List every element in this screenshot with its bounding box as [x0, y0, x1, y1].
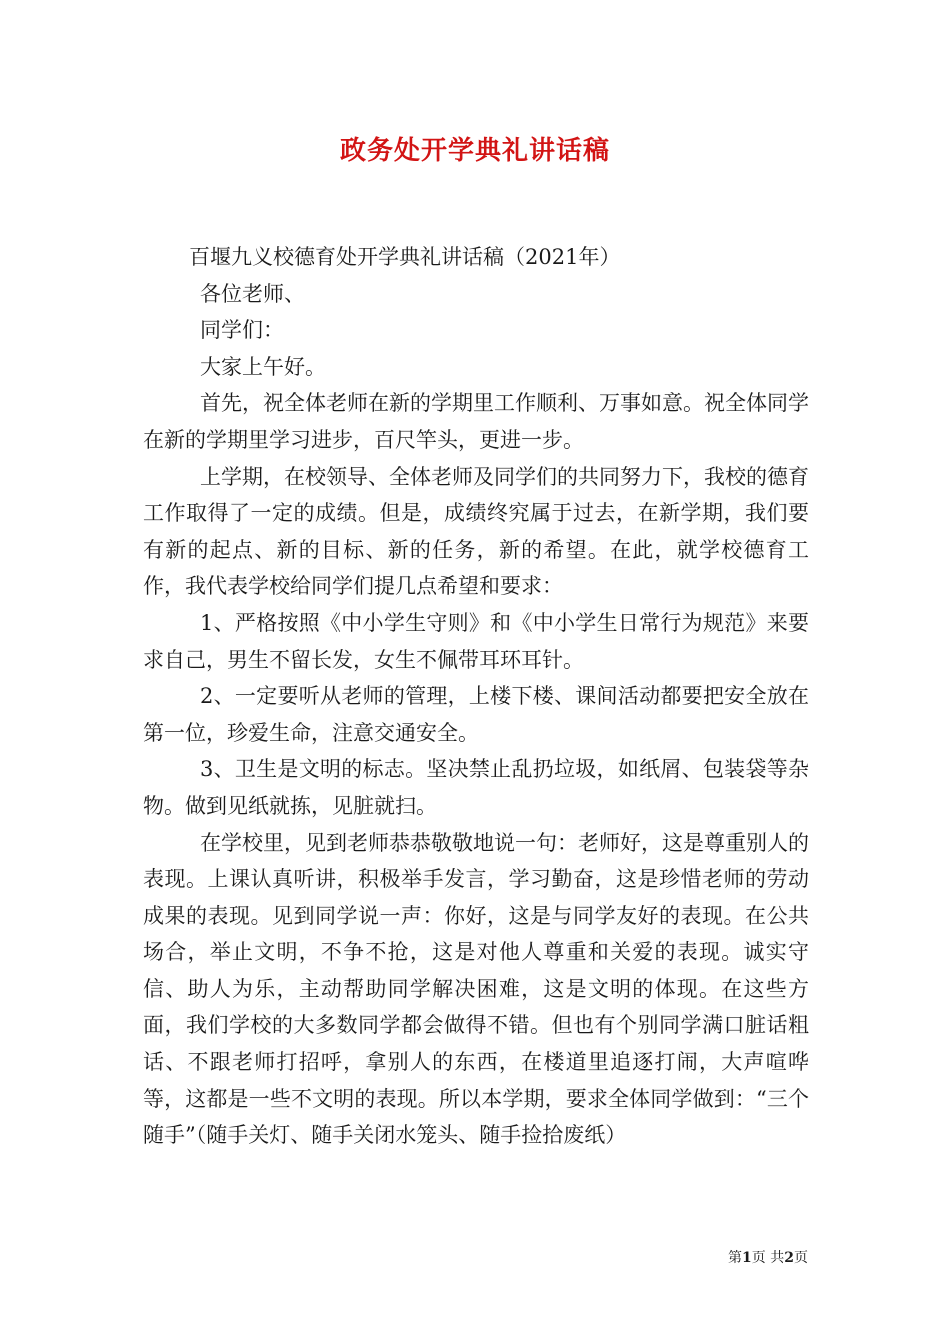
salutation-students: 同学们： [200, 318, 284, 343]
footer-suffix: 页 [794, 1250, 808, 1266]
greeting-paragraph: 大家上午好。 [200, 354, 326, 379]
civility-paragraph: 在学校里，见到老师恭恭敬敬地说一句：老师好，这是尊重别人的表现。上课认真听讲，积极举手发言，学习勤奋，这是珍惜老师的劳动成果的表现。见到同学说一声：你好，这是与同学友好的表现。在公共场合，举止文明，不争不抢，这是对他人尊重和关爱的表现。诚实守信、助人为乐，主动帮助同学解决困难，这是文明的体现。在这些方面，我们学校的大多数同学都会做得不错。但也有个别同学满口脏话粗话、不跟老师打招呼，拿别人的东西，在楼道里追逐打闹，大声喧哗等，这都是一些不文明的表现。所以本学期，要求全体同学做到：“三个随手”（随手关灯、随手关闭水笼头、随手捡拾废纸） [143, 830, 809, 1148]
requirement-item-1: 1、严格按照《中小学生守则》和《中小学生日常行为规范》来要求自己，男生不留长发，女生不佩带耳环耳针。 [143, 610, 809, 672]
document-body [143, 239, 809, 1154]
salutation-teachers: 各位老师、 [200, 281, 305, 306]
footer-middle: 页 共 [751, 1250, 785, 1266]
subtitle-paragraph: 百堰九义校德育处开学典礼讲话稿（2021年） [189, 245, 621, 269]
wishes-paragraph: 首先，祝全体老师在新的学期里工作顺利、万事如意。祝全体同学在新的学期里学习进步，百尺竿头，更进一步。 [143, 391, 809, 452]
page-number-footer [728, 1248, 808, 1268]
footer-current-page: 1 [742, 1250, 752, 1266]
requirement-item-2: 2、一定要听从老师的管理，上楼下楼、课间活动都要把安全放在第一位，珍爱生命，注意交通安全。 [143, 684, 809, 745]
review-paragraph: 上学期，在校领导、全体老师及同学们的共同努力下，我校的德育工作取得了一定的成绩。但是，成绩终究属于过去，在新学期，我们要有新的起点、新的目标、新的任务，新的希望。在此，就学校德育工作，我代表学校给同学们提几点希望和要求： [143, 464, 809, 599]
footer-prefix: 第 [728, 1250, 743, 1266]
footer-total-pages: 2 [784, 1250, 794, 1266]
requirement-item-3: 3、卫生是文明的标志。坚决禁止乱扔垃圾，如纸屑、包装袋等杂物。做到见纸就拣，见脏就扫。 [143, 757, 809, 818]
document-title: 政务处开学典礼讲话稿 [339, 136, 610, 166]
